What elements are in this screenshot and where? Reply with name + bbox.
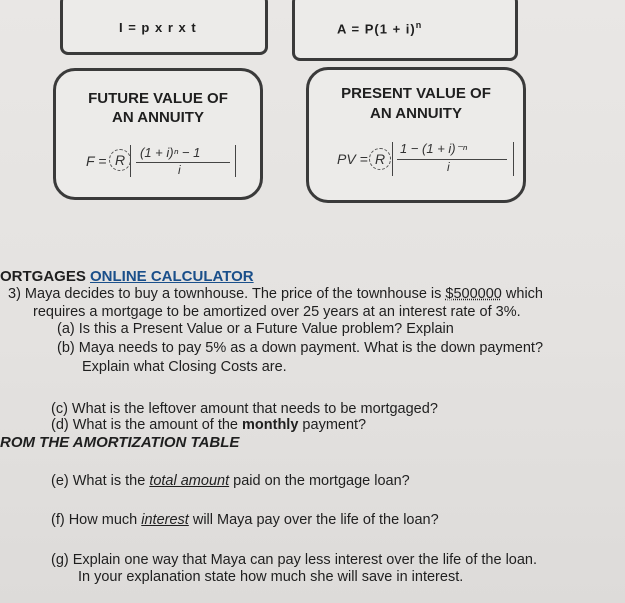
- fv-fraction-bar: [136, 162, 230, 163]
- fv-title-line2: AN ANNUITY: [112, 109, 204, 126]
- question-b-line1: (b) Maya needs to pay 5% as a down payment. What is the down payment?: [57, 340, 544, 356]
- question-b-line2: Explain what Closing Costs are.: [82, 359, 287, 375]
- fv-r-circled: R: [109, 149, 131, 171]
- question-f-suffix: will Maya pay over the life of the loan?: [188, 512, 439, 528]
- section-heading-prefix: ORTGAGES: [0, 268, 91, 285]
- question-f-emph: interest: [141, 512, 189, 528]
- fv-lhs: F =: [86, 153, 107, 169]
- pv-title-line2: AN ANNUITY: [370, 105, 462, 122]
- question-line2: requires a mortgage to be amortized over 25 years at an interest rate of 3%.: [33, 304, 521, 320]
- question-d-prefix: (d) What is the amount of the: [51, 417, 243, 433]
- pv-numerator: 1 − (1 + i)⁻ⁿ: [400, 141, 468, 156]
- pv-title-line1: PRESENT VALUE OF: [341, 85, 491, 102]
- price-amount: $500000: [445, 286, 502, 302]
- compound-interest-formula: [337, 20, 422, 36]
- amortization-heading: ROM THE AMORTIZATION TABLE: [0, 434, 240, 451]
- fv-formula: [86, 143, 246, 183]
- question-line1: [8, 286, 543, 303]
- question-d-bold: monthly: [242, 417, 299, 433]
- fv-denominator: i: [178, 163, 181, 177]
- question-g-line2: In your explanation state how much she will save in interest.: [78, 569, 464, 585]
- future-value-card: [53, 68, 263, 200]
- online-calculator-link[interactable]: ONLINE CALCULATOR: [90, 268, 254, 285]
- question-f-prefix: (f) How much: [51, 512, 142, 528]
- question-d-suffix: payment?: [298, 417, 367, 433]
- pv-fraction-bar: [397, 159, 507, 160]
- pv-formula: [337, 140, 517, 180]
- question-c: (c) What is the leftover amount that needs to be mortgaged?: [51, 401, 438, 417]
- compound-formula-exponent: n: [415, 20, 423, 30]
- question-f: [51, 512, 439, 529]
- simple-interest-formula: I = p x r x t: [119, 20, 197, 35]
- question-e-emph: total amount: [149, 473, 230, 489]
- question-line1-a: 3) Maya decides to buy a townhouse. The price of the townhouse is: [8, 286, 446, 302]
- pv-r-circled: R: [369, 148, 391, 170]
- pv-denominator: i: [447, 160, 450, 174]
- question-g-line1: (g) Explain one way that Maya can pay less interest over the life of the loan.: [51, 552, 538, 568]
- section-heading: [0, 268, 254, 285]
- compound-interest-card: [292, 0, 518, 61]
- present-value-card: [306, 67, 526, 203]
- question-a: (a) Is this a Present Value or a Future Value problem? Explain: [57, 321, 454, 337]
- pv-lhs: PV =: [337, 151, 368, 167]
- fv-title-line1: FUTURE VALUE OF: [88, 90, 228, 107]
- compound-formula-base: A = P(1 + i): [337, 21, 416, 37]
- question-line1-b: which: [501, 286, 543, 302]
- fv-numerator: (1 + i)ⁿ − 1: [140, 145, 201, 160]
- question-d: [51, 417, 366, 434]
- simple-interest-card: [60, 0, 268, 55]
- question-e: [51, 473, 410, 490]
- question-e-prefix: (e) What is the: [51, 473, 150, 489]
- question-e-suffix: paid on the mortgage loan?: [229, 473, 410, 489]
